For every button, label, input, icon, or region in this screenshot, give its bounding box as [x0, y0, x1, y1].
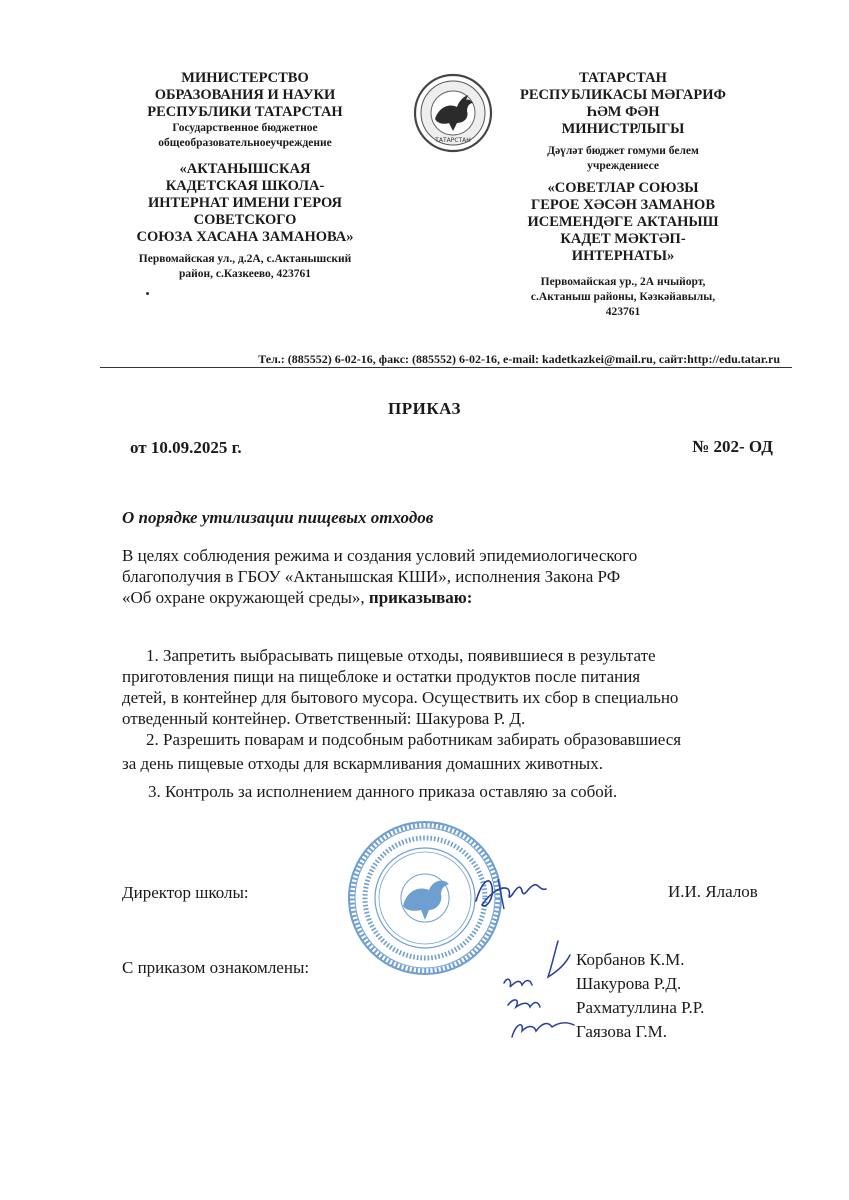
acknowledged-name-3: Рахматуллина Р.Р. — [576, 998, 705, 1017]
org-name-ru-line1: МИНИСТЕРСТВО — [181, 70, 309, 86]
org-type-tt-line1: Дәүләт бюджет гомуми белем — [547, 145, 699, 157]
scan-speck — [146, 292, 149, 295]
org-name-tt-line2: РЕСПУБЛИКАСЫ МӘГАРИФ — [520, 87, 726, 103]
school-name-tt-line5: ИНТЕРНАТЫ» — [571, 248, 675, 264]
header-divider — [100, 367, 792, 368]
preamble-line3 — [122, 587, 742, 608]
header-left — [120, 70, 370, 282]
address-ru-line1: Первомайская ул., д.2А, с.Актанышский — [138, 253, 352, 265]
order-number: № 202- ОД — [692, 437, 773, 456]
order-title: ПРИКАЗ — [388, 399, 461, 418]
item2-line1: 2. Разрешить поварам и подсобным работникам забирать образовавшиеся — [146, 730, 682, 749]
tatarstan-emblem — [413, 73, 493, 153]
acknowledged-list — [576, 948, 704, 1044]
item1-line3: детей, в контейнер для бытового мусора. Осуществить их сбор в специально — [122, 688, 679, 707]
director-label: Директор школы: — [122, 883, 249, 902]
header-right — [508, 70, 738, 320]
school-name-tt-line3: ИСЕМЕНДӘГЕ АКТАНЫШ — [527, 214, 719, 230]
acknowledged-name-1: Корбанов К.М. — [576, 950, 685, 969]
school-name-ru-line3: ИНТЕРНАТ ИМЕНИ ГЕРОЯ — [147, 195, 343, 211]
acknowledged-name-2: Шакурова Р.Д. — [576, 974, 682, 993]
school-name-ru-line2: КАДЕТСКАЯ ШКОЛА- — [165, 178, 325, 194]
school-name-tt-line1: «СОВЕТЛАР СОЮЗЫ — [547, 180, 699, 196]
item1-line4: отведенный контейнер. Ответственный: Шакурова Р. Д. — [122, 709, 526, 728]
preamble-line1: В целях соблюдения режима и создания условий эпидемиологического — [122, 546, 638, 565]
school-name-tt-line2: ГЕРОЕ ХӘСӘН ЗАМАНОВ — [530, 197, 716, 213]
org-type-ru-line2: общеобразовательноеучреждение — [158, 137, 332, 149]
school-name-ru-line1: «АКТАНЫШСКАЯ — [179, 161, 311, 177]
item1-line2: приготовления пищи на пищеблоке и остатки продуктов после питания — [122, 667, 641, 686]
preamble-line2: благополучия в ГБОУ «Актанышская КШИ», исполнения Закона РФ — [122, 567, 621, 586]
director-name: И.И. Ялалов — [668, 882, 758, 901]
order-subject: О порядке утилизации пищевых отходов — [122, 508, 434, 527]
address-tt-line3: 423761 — [605, 306, 641, 318]
preamble-decree-word: приказываю: — [368, 588, 473, 607]
school-name-ru-line4: СОВЕТСКОГО — [193, 212, 297, 228]
org-name-ru-line3: РЕСПУБЛИКИ ТАТАРСТАН — [147, 104, 343, 120]
item2-line2: за день пищевые отходы для вскармливания домашних животных. — [122, 754, 603, 773]
org-name-tt-line1: ТАТАРСТАН — [579, 70, 667, 86]
org-name-tt-line3: ҺӘМ ФӘН — [586, 104, 660, 120]
preamble-line3-text: «Об охране окружающей среды», — [122, 588, 369, 607]
org-name-ru-line2: ОБРАЗОВАНИЯ И НАУКИ — [154, 87, 336, 103]
acknowledged-label: С приказом ознакомлены: — [122, 958, 310, 977]
preamble — [122, 545, 742, 608]
order-date: от 10.09.2025 г. — [130, 438, 242, 457]
order-items — [122, 645, 782, 802]
org-type-ru-line1: Государственное бюджетное — [172, 122, 318, 134]
director-signature — [468, 865, 550, 920]
org-type-tt-line2: учреждениесе — [587, 160, 659, 172]
school-name-tt-line4: КАДЕТ МӘКТӘП- — [560, 231, 686, 247]
address-tt-line1: Первомайская ур., 2А нчыйорт, — [540, 276, 706, 288]
emblem-caption: ТАТАРСТАН — [435, 137, 471, 144]
acknowledged-name-4: Гаязова Г.М. — [576, 1022, 668, 1041]
item3-line1: 3. Контроль за исполнением данного приказа оставляю за собой. — [148, 782, 618, 801]
org-name-tt-line4: МИНИСТРЛЫГЫ — [561, 121, 685, 137]
address-tt-line2: с.Актаныш районы, Кәзкәйавылы, — [530, 291, 716, 303]
contacts-line: Тел.: (885552) 6-02-16, факс: (885552) 6-02-16, e-mail: kadetkazkei@mail.ru, сайт:http://edu.tatar.ru — [258, 352, 780, 366]
item1-line1: 1. Запретить выбрасывать пищевые отходы, появившиеся в результате — [146, 646, 656, 665]
school-name-ru-line5: СОЮЗА ХАСАНА ЗАМАНОВА» — [136, 229, 354, 245]
staff-signatures — [500, 935, 580, 1055]
address-ru-line2: район, с.Казкеево, 423761 — [178, 268, 312, 280]
